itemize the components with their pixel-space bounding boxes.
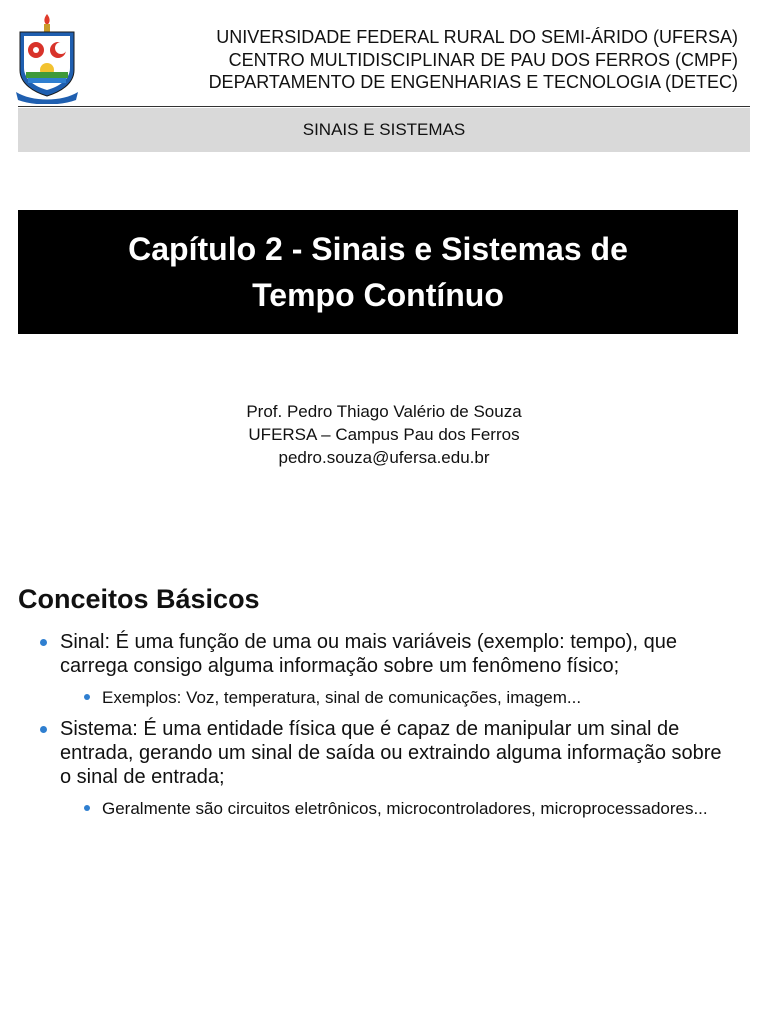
author-email: pedro.souza@ufersa.edu.br	[278, 448, 490, 467]
author-name: Prof. Pedro Thiago Valério de Souza	[246, 402, 522, 421]
bullet-system	[18, 717, 738, 789]
institution-line-center: CENTRO MULTIDISCIPLINAR DE PAU DOS FERROS (CMPF)	[228, 49, 738, 70]
chapter-title-line2: Tempo Contínuo	[252, 277, 504, 313]
university-crest-icon	[14, 12, 80, 104]
bullet-dot-icon	[40, 726, 47, 733]
chapter-title-box	[18, 210, 738, 334]
author-block	[0, 400, 768, 469]
institution-header	[100, 26, 738, 94]
subject-label: SINAIS E SISTEMAS	[302, 120, 466, 139]
institution-line-university: UNIVERSIDADE FEDERAL RURAL DO SEMI-ÁRIDO (UFERSA)	[216, 27, 738, 47]
bullet-system-text: Sistema: É uma entidade física que é capaz de manipular um sinal de entrada, gerando um sinal de saída ou extraindo alguma informação sobre o sinal de entrada;	[60, 718, 722, 788]
author-campus: UFERSA – Campus Pau dos Ferros	[248, 425, 520, 444]
sub-bullet-system-examples-text: Geralmente são circuitos eletrônicos, microcontroladores, microprocessadores...	[102, 799, 708, 818]
sub-bullet-signal-examples-text: Exemplos: Voz, temperatura, sinal de comunicações, imagem...	[102, 688, 582, 707]
section-title: Conceitos Básicos	[18, 584, 260, 614]
bullet-dot-icon	[40, 639, 47, 646]
bullet-dot-icon	[84, 694, 90, 700]
chapter-title-line1: Capítulo 2 - Sinais e Sistemas de	[128, 231, 628, 267]
sub-bullet-system-examples	[18, 797, 738, 820]
header-divider	[18, 106, 750, 107]
institution-line-department: DEPARTAMENTO DE ENGENHARIAS E TECNOLOGIA (DETEC)	[208, 72, 738, 92]
bullet-list	[18, 630, 738, 828]
chapter-title	[68, 226, 688, 318]
bullet-signal	[18, 630, 738, 678]
subject-bar	[18, 108, 750, 152]
bullet-dot-icon	[84, 805, 90, 811]
bullet-signal-text: Sinal: É uma função de uma ou mais variáveis (exemplo: tempo), que carrega consigo alguma informação sobre um fenômeno físico;	[60, 631, 677, 677]
sub-bullet-signal-examples	[18, 686, 738, 709]
